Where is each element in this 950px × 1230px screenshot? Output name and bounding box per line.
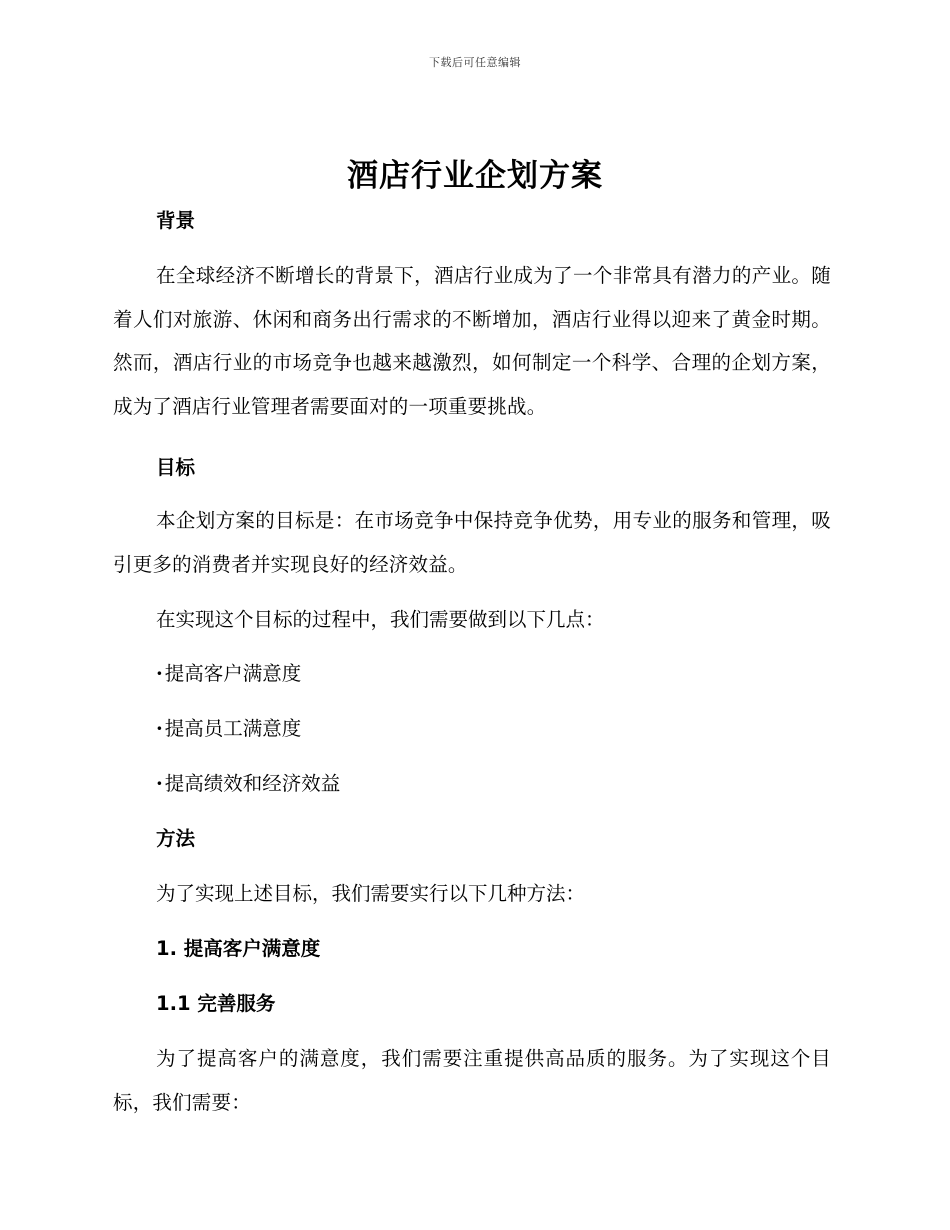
document-title: 酒店行业企划方案 xyxy=(347,158,603,194)
list-item xyxy=(113,770,831,798)
header-note: 下载后可任意编辑 xyxy=(429,56,521,69)
section-heading-goal: 目标 xyxy=(156,456,196,479)
list-item xyxy=(113,715,831,743)
bullet-icon: · xyxy=(156,772,163,795)
service-paragraph: 为了提高客户的满意度，我们需要注重提供高品质的服务。为了实现这个目标，我们需要： xyxy=(113,1047,831,1114)
section-heading-method: 方法 xyxy=(156,827,196,850)
bullet-icon: · xyxy=(156,717,163,740)
method-paragraph: 为了实现上述目标，我们需要实行以下几种方法： xyxy=(156,882,586,905)
list-item-text: 提高员工满意度 xyxy=(164,717,302,740)
subsection-heading-1-1: 1.1 完善服务 xyxy=(156,992,276,1015)
document-body xyxy=(113,200,831,1124)
list-item xyxy=(113,660,831,688)
list-item-text: 提高绩效和经济效益 xyxy=(164,772,341,795)
subsection-heading-1: 1. 提高客户满意度 xyxy=(156,937,321,960)
list-item-text: 提高客户满意度 xyxy=(164,662,302,685)
section-heading-background: 背景 xyxy=(156,209,196,232)
goal-paragraph: 本企划方案的目标是：在市场竞争中保持竞争优势，用专业的服务和管理，吸引更多的消费者并实现良好的经济效益。 xyxy=(113,509,831,576)
background-paragraph: 在全球经济不断增长的背景下，酒店行业成为了一个非常具有潜力的产业。随着人们对旅游、休闲和商务出行需求的不断增加，酒店行业得以迎来了黄金时期。然而，酒店行业的市场竞争也越来越激烈，如何制定一个科学、合理的企划方案，成为了酒店行业管理者需要面对的一项重要挑战。 xyxy=(113,264,831,418)
goal-need-paragraph: 在实现这个目标的过程中，我们需要做到以下几点： xyxy=(156,608,605,631)
bullet-icon: · xyxy=(156,662,163,685)
